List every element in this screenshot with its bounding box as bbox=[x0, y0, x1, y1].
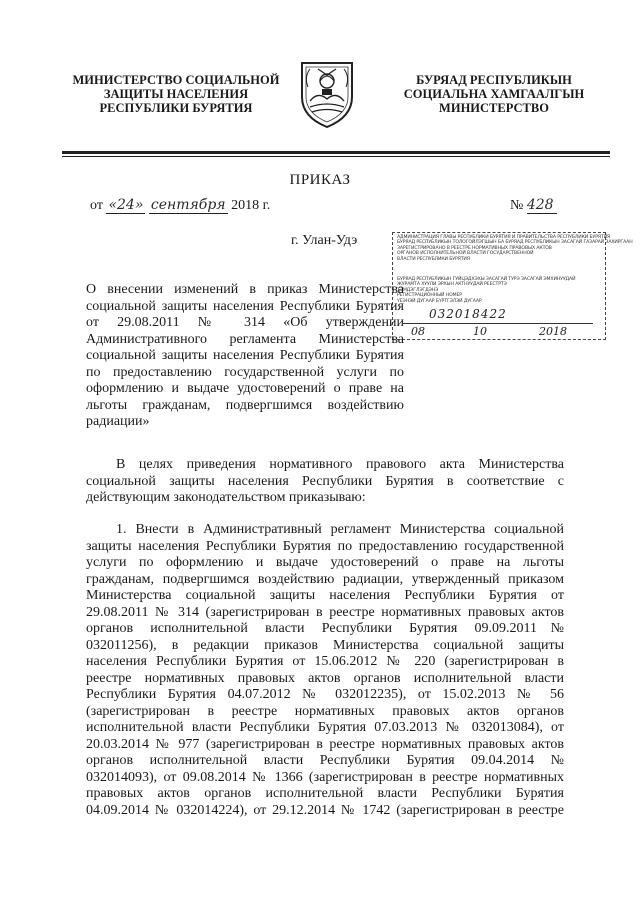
header-right-line: БУРЯАД РЕСПУБЛИКЫН bbox=[416, 73, 572, 87]
date-day: «24» bbox=[108, 197, 144, 213]
subject-line: социальной защиты населения Республики Бурятия bbox=[86, 298, 404, 314]
stamp-line: ОРГАНОВ ИСПОЛНИТЕЛЬНОЙ ВЛАСТИ ГОСУДАРСТВЕННОЙ bbox=[397, 251, 534, 257]
stamp-registration-date bbox=[411, 325, 601, 338]
body-line: 20.03.2014 № 977 (зарегистрирован в реестре нормативных правовых актов bbox=[86, 736, 564, 752]
subject-line: радиации» bbox=[86, 414, 150, 429]
stamp-line: БУРЯАД РЕСПУБЛИКЫН ГУЙЦЭДХЭХЫ ЗАСАГАЙ ТУРЭ ЗАСАГАЙ ЭМХИНУУДАЙ bbox=[397, 277, 576, 282]
order-number bbox=[510, 197, 557, 214]
order-date bbox=[90, 197, 270, 214]
body-line: 032011256), в редакции приказов Министерства социальной защиты bbox=[86, 637, 564, 653]
subject-line: оформлению и выдаче удостоверений о праве на bbox=[86, 381, 404, 396]
subject-line: от 29.08.2011 № 314 «Об утверждении bbox=[86, 315, 404, 330]
stamp-line: ВЛАСТИ РЕСПУБЛИКИ БУРЯТИЯ bbox=[397, 256, 470, 262]
stamp-year-prefix: 20 bbox=[539, 325, 553, 338]
subject-line: по предоставлению государственной услуги по bbox=[86, 364, 404, 380]
stamp-subheader bbox=[397, 277, 603, 304]
body-line: органов исполнительной власти Республики Бурятия 09.04.2014 № bbox=[86, 753, 564, 768]
stamp-header bbox=[397, 235, 633, 262]
subject-line: социальной защиты населения Республики Бурятия bbox=[86, 348, 404, 363]
stamp-line: ҮЕЭНЭЙ ДУГААР БҮРТГЭЛЭЙ ДУГААР bbox=[397, 298, 482, 304]
number-prefix: № bbox=[510, 198, 524, 213]
header-divider-thin bbox=[62, 156, 610, 157]
body-line: 04.09.2014 № 032014224), от 29.12.2014 № 1742 (зарегистрирован в реестре bbox=[86, 802, 564, 818]
stamp-day: 08 bbox=[411, 325, 425, 338]
ministry-name-russian bbox=[60, 73, 292, 115]
body-line: (зарегистрирован в реестре нормативных правовых актов органов bbox=[86, 703, 564, 719]
date-prefix: от bbox=[90, 198, 103, 213]
stamp-line: ЖУРАМТА ХУУЛИ ЭРХЫН АКТНУУДАЙ РЕЕСТРТЭ bbox=[397, 282, 507, 288]
stamp-registration-number: 032018422 bbox=[429, 307, 507, 321]
body-line: 032014093), от 09.08.2014 № 1366 (зарегистрирован в реестре нормативных bbox=[86, 769, 564, 785]
stamp-line: АДМИНИСТРАЦИЯ ГЛАВЫ РЕСПУБЛИКИ БУРЯТИЯ И ПРАВИТЕЛЬСТВА РЕСПУБЛИКИ БУРЯТИЯ bbox=[397, 235, 611, 240]
subject-line: льготы гражданам, подвергшимся воздействию bbox=[86, 397, 404, 413]
order-preamble bbox=[86, 457, 564, 507]
stamp-line: ЗАРЕГИСТРИРОВАНО В РЕЕСТРЕ НОРМАТИВНЫХ ПРАВОВЫХ АКТОВ bbox=[397, 245, 552, 251]
subject-line: О внесении изменений в приказ Министерства bbox=[86, 282, 404, 297]
body-line: 1. Внести в Административный регламент Министерства социальной bbox=[116, 522, 564, 537]
order-item-1 bbox=[86, 522, 564, 819]
date-year: 2018 г. bbox=[231, 198, 271, 213]
body-line: населения Республики Бурятия от 15.06.2012 № 220 (зарегистрирован в bbox=[86, 654, 564, 669]
stamp-month: 10 bbox=[473, 325, 487, 338]
stamp-line: ТЭМДЭГЛЭГДЭНЭ bbox=[397, 287, 439, 293]
body-line: 29.08.2011 № 314 (зарегистрирован в реестре нормативных правовых актов bbox=[86, 604, 564, 620]
header-left-line: МИНИСТЕРСТВО СОЦИАЛЬНОЙ bbox=[72, 73, 280, 87]
stamp-line: БУРЯАД РЕСПУБЛИКЫН ТОЛОГОЙЛЭГШЫН БА БУРЯАД РЕСПУБЛИКЫН ЗАСАГАЙ ГАЗАРАЙ ЗАХИРГААН bbox=[397, 240, 633, 246]
header-left-line: РЕСПУБЛИКИ БУРЯТИЯ bbox=[99, 101, 253, 115]
preamble-line: В целях приведения нормативного правового акта Министерства bbox=[116, 457, 564, 472]
number-value: 428 bbox=[527, 197, 557, 214]
header-right-line: МИНИСТЕРСТВО bbox=[439, 101, 549, 115]
body-line: Министерства социальной защиты населения Республики Бурятия от bbox=[86, 588, 564, 603]
registration-stamp bbox=[392, 232, 633, 340]
ministry-name-buryat bbox=[384, 73, 604, 115]
header-divider-thick bbox=[62, 151, 610, 154]
stamp-line: РЕГИСТРАЦИОННЫЙ НОМЕР bbox=[397, 293, 462, 299]
date-month: сентября bbox=[150, 197, 226, 213]
body-line: гражданам, подвергшимся воздействию радиации, утвержденный приказом bbox=[86, 571, 564, 587]
body-line: услуги по оформлению и выдаче удостоверений о праве на льготы bbox=[86, 555, 564, 570]
subject-line: Административного регламента Министерства bbox=[86, 331, 404, 347]
order-city: г. Улан-Удэ bbox=[291, 233, 358, 248]
stamp-year: 18 bbox=[553, 325, 567, 338]
preamble-line: социальной защиты населения Республики Бурятия в соответствие с bbox=[86, 473, 564, 489]
body-line: органов исполнительной власти Республики Бурятия 09.09.2011№ bbox=[86, 621, 564, 636]
header-left-line: ЗАЩИТЫ НАСЕЛЕНИЯ bbox=[103, 87, 249, 101]
body-line: реестре нормативных правовых актов органов исполнительной власти bbox=[86, 670, 564, 686]
order-subject bbox=[86, 282, 404, 431]
body-line: исполнительной власти Республики Бурятия 07.03.2013 № 032013084), от bbox=[86, 720, 564, 735]
body-line: защиты населения Республики Бурятия по предоставлению государственной bbox=[86, 538, 564, 554]
republic-coat-of-arms-icon bbox=[296, 57, 358, 129]
body-line: правовых актов органов исполнительной власти Республики Бурятия bbox=[86, 786, 564, 801]
preamble-line: действующим законодательством приказываю: bbox=[86, 490, 366, 505]
order-title: ПРИКАЗ bbox=[289, 172, 351, 188]
stamp-underline bbox=[403, 323, 593, 324]
body-line: Республики Бурятия 04.07.2012 № 032012235), от 15.02.2013 № 56 bbox=[86, 687, 564, 702]
header-right-line: СОЦИАЛЬНА ХАМГААЛГЫН bbox=[403, 87, 585, 101]
